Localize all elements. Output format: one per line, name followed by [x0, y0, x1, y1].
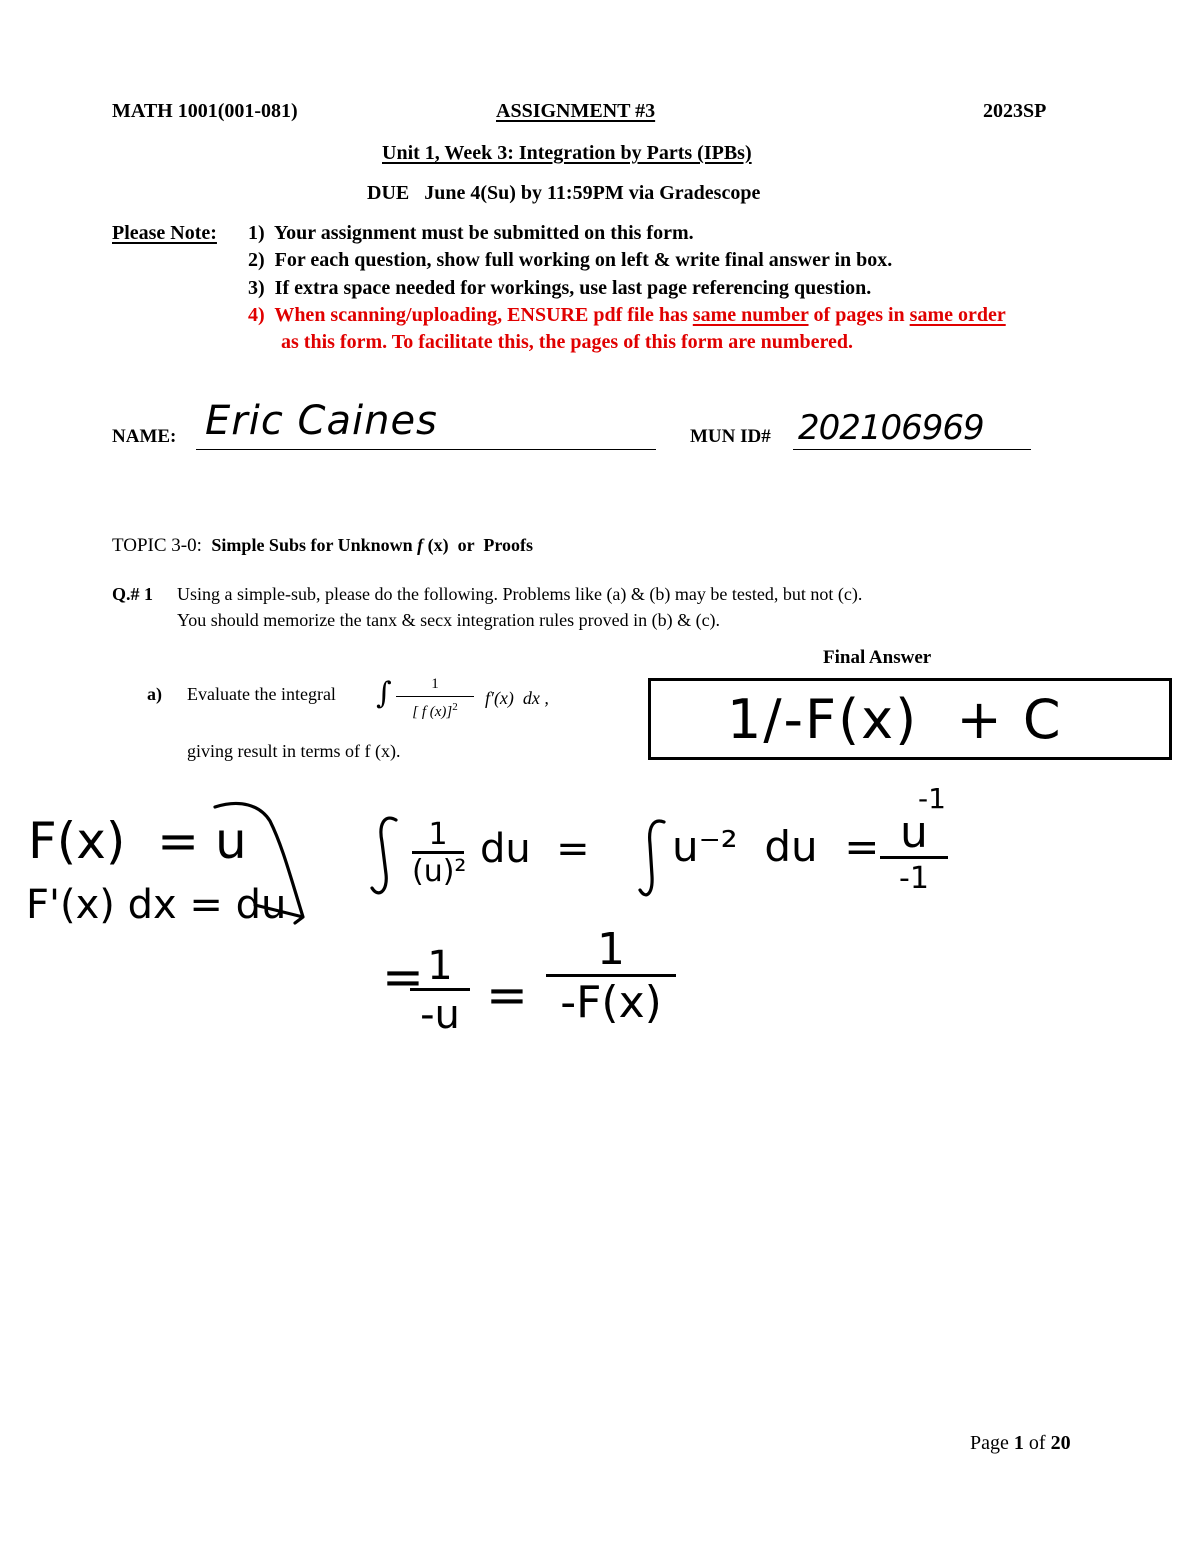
topic-label: TOPIC 3-0:	[112, 535, 202, 556]
note-number: 2)	[248, 249, 265, 271]
work-pow-denominator: -1	[899, 861, 929, 897]
question-line-2: You should memorize the tanx & secx integration rules proved in (b) & (c).	[177, 610, 721, 630]
fraction-numerator: 1	[396, 676, 474, 697]
course-code: MATH 1001(001-081)	[112, 100, 298, 122]
topic-line	[112, 535, 533, 557]
note-number: 3)	[248, 277, 265, 299]
work-pow-fraction	[880, 807, 948, 898]
due-line: DUE June 4(Su) by 11:59PM via Gradescope	[367, 182, 761, 204]
note-text: If extra space needed for workings, use last page referencing question.	[274, 277, 872, 299]
final-answer-handwritten: 1/-F(x) + C	[727, 688, 1063, 751]
work-res2-denominator: -F(x)	[560, 977, 662, 1029]
note-4-underline-same-order: same order	[909, 304, 1006, 326]
part-a-text: Evaluate the integral	[187, 684, 336, 704]
of-word: of	[1028, 1432, 1046, 1454]
name-label: NAME:	[112, 426, 177, 447]
work-res1-fraction	[410, 944, 470, 1039]
page-word: Page	[970, 1432, 1009, 1454]
integral-fraction	[396, 676, 474, 721]
work-int-numerator: 1	[412, 818, 464, 854]
unit-title: Unit 1, Week 3: Integration by Parts (IPBs)	[382, 142, 752, 164]
note-1	[248, 222, 694, 245]
id-line	[793, 449, 1031, 450]
work-integral-sign-icon	[366, 812, 406, 902]
work-int-du: du =	[480, 826, 590, 872]
note-4-text-a: When scanning/uploading, ENSURE pdf file has	[274, 304, 693, 326]
page-number: 1	[1013, 1432, 1024, 1454]
please-note-label: Please Note:	[112, 222, 217, 244]
work-eq-mid: =	[486, 966, 528, 1024]
topic-title: Simple Subs for Unknown f (x) or Proofs	[211, 535, 533, 555]
page-total: 20	[1050, 1432, 1071, 1454]
note-2	[248, 249, 892, 272]
part-a-line-2: giving result in terms of f (x).	[187, 741, 401, 761]
name-signature: Eric Caines	[205, 398, 438, 444]
question-label: Q.# 1	[112, 584, 154, 604]
work-eq-lead: =	[382, 948, 424, 1006]
work-res1-denominator: -u	[420, 992, 460, 1038]
term: 2023SP	[983, 100, 1047, 122]
note-number: 4)	[248, 304, 265, 326]
note-4-underline-same-number: same number	[692, 304, 809, 326]
note-text: Your assignment must be submitted on this form.	[273, 222, 694, 244]
work-pow-exp: -1	[918, 782, 946, 815]
work-res2-numerator: 1	[546, 926, 676, 977]
work-int-2: u⁻² du =	[672, 822, 880, 871]
work-substitution-2: F'(x) dx = du	[26, 882, 287, 928]
note-4	[248, 304, 1006, 327]
integrand-rest: f′(x) dx ,	[485, 688, 549, 708]
part-a-label: a)	[147, 684, 162, 704]
page-footer	[970, 1432, 1071, 1455]
note-4-text-b: of pages in	[808, 304, 910, 326]
id-handwritten: 202106969	[798, 408, 984, 448]
note-text: For each question, show full working on left & write final answer in box.	[274, 249, 893, 271]
note-4-line-2: as this form. To facilitate this, the pages of this form are numbered.	[281, 331, 854, 353]
id-label: MUN ID#	[690, 426, 771, 447]
name-line	[196, 449, 656, 450]
integral-sign: ∫	[376, 676, 392, 711]
work-res2-fraction	[546, 926, 676, 1030]
fraction-denominator: [ f (x)]$^2$	[412, 701, 458, 720]
final-answer-label: Final Answer	[823, 647, 932, 668]
work-int-fraction	[412, 817, 467, 890]
work-int-denominator: (u)²	[412, 854, 467, 889]
assignment-title: ASSIGNMENT #3	[496, 100, 656, 122]
note-3	[248, 277, 871, 300]
question-line-1: Using a simple-sub, please do the following. Problems like (a) & (b) may be tested, but not (c).	[177, 584, 863, 604]
work-pow-numerator: u	[880, 810, 948, 859]
work-substitution-1: F(x) = u	[28, 812, 247, 870]
work-res1-numerator: 1	[410, 944, 470, 991]
work-integral-sign-2-icon	[636, 816, 672, 906]
note-number: 1)	[248, 222, 265, 244]
substitution-arrow-icon	[200, 795, 320, 935]
